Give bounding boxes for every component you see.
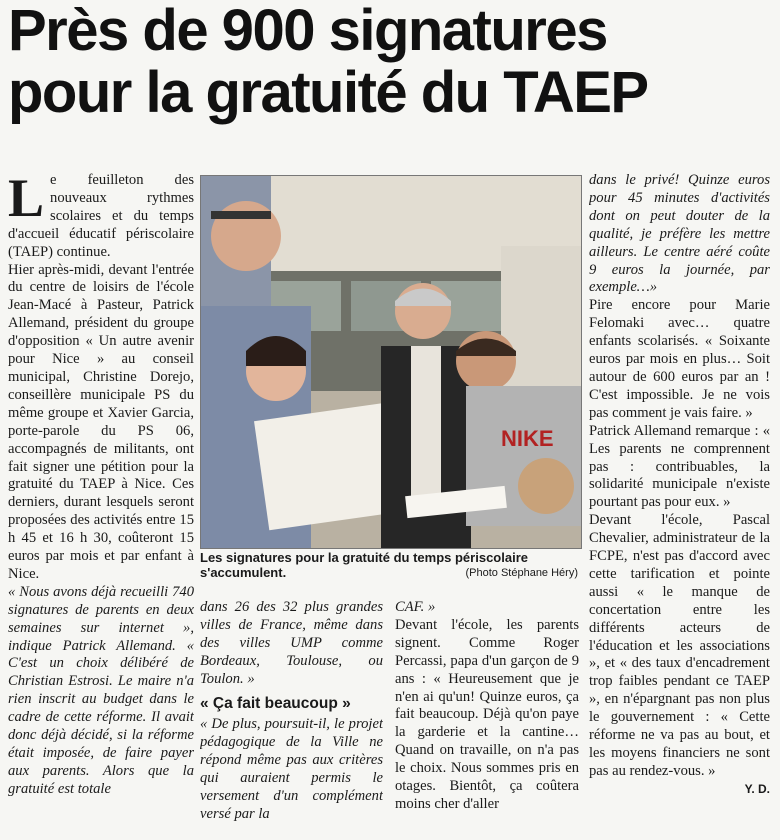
shirt-text: NIKE	[501, 426, 554, 451]
photo-credit: (Photo Stéphane Héry)	[465, 567, 578, 579]
quote-paragraph: dans 26 des 32 plus grandes villes de France, même dans des villes UMP comme Bordeaux, Toulouse, ou Toulon. »	[200, 599, 383, 687]
caption-text: Les signatures pour la gratuité du temps périscolaire s'accumulent.	[200, 550, 528, 580]
paragraph: Pire encore pour Marie Felomaki avec… quatre enfants scolarisés. « Soixante euros par mois en plus… Soit autour de 600 euros par an ! C'est impossible. Je ne vois pas comment je vais faire. »	[589, 297, 770, 421]
article-photo	[200, 175, 582, 549]
drop-cap: L	[8, 172, 45, 228]
headline-line-2: pour la gratuité du TAEP	[8, 60, 648, 125]
section-subhead: « Ça fait beaucoup »	[200, 694, 351, 712]
author-signature: Y. D.	[744, 781, 770, 796]
article-column-2	[200, 599, 383, 839]
paragraph: Devant l'école, les parents signent. Comme Roger Percassi, papa d'un garçon de 9 ans : « Heureusement que je n'en ai qu'un! Quinze euros, ça fait beaucoup. Déjà qu'on paye la garderie et la cantine… Quand on travaille, on n'a pas le choix. Nous sommes pris en otages. Bientôt, ça coûtera moins cher d'aller	[395, 616, 579, 812]
headline-line-1: Près de 900 signatures	[8, 0, 607, 63]
lead-paragraph: e feuilleton des nouveaux rythmes scolaires et du temps d'accueil éducatif périscolaire (TAEP) continue.	[8, 172, 194, 260]
quote-paragraph: « De plus, poursuit-il, le projet pédagogique de la Ville ne répond même pas aux critères qui auraient permis le versement d'un complément versé par la	[200, 716, 383, 822]
paragraph: Patrick Allemand remarque : « Les parents ne comprennent pas : contribuables, la solidarité municipale n'existe pourtant pas pour eux. »	[589, 422, 770, 511]
photo-illustration	[201, 176, 581, 548]
photo-caption	[200, 550, 578, 581]
article-column-3	[395, 599, 579, 839]
article-column-1	[8, 172, 194, 840]
quote-paragraph: CAF. »	[395, 599, 436, 615]
article-column-4	[589, 172, 770, 832]
quote-paragraph: « Nous avons déjà recueilli 740 signatures de parents en deux semaines sur internet », indique Patrick Allemand. « C'est un choix délibéré de Christian Estrosi. Le maire n'a rien inscrit au budget dans le cadre de cette réforme. Il avait donc déjà décidé, si la réforme était imposée, de faire payer aux parents. Alors que la gratuité est totale	[8, 583, 194, 797]
paragraph: Hier après-midi, devant l'entrée du centre de loisirs de l'école Jean-Macé à Pasteur, Patrick Allemand, président du groupe d'opposition « Un autre avenir pour Nice » au conseil municipal, Christine Dorejo, conseillère municipale PS du même groupe et Xavier Garcia, porte-parole du PS 06, accompagnés de militants, ont fait signer une pétition pour la gratuité du TAEP à Nice. Ces derniers, durant lesquels seront proposées des activités entre 15 h 45 et 16 h 30, coûteront 15 euros par mois et par enfant à Nice.	[8, 261, 194, 582]
headline	[8, 0, 776, 124]
paragraph: Devant l'école, Pascal Chevalier, administrateur de la FCPE, n'est pas d'accord avec cette tarification et pointe aussi « le manque de concertation entre les différents acteurs de l'éducation et les associations », et « des taux d'encadrement trop faibles pendant ce TAEP », en n'épargnant pas non plus le gouvernement : « Cette réforme ne va pas au bout, et les moyens financiers ne sont pas au rendez-vous. »	[589, 512, 770, 779]
quote-paragraph: dans le privé! Quinze euros pour 45 minutes d'activités dont on peut douter de la qualité, je préfère les mettre ailleurs. Le centre aéré coûte 9 euros la journée, par exemple…»	[589, 172, 770, 296]
